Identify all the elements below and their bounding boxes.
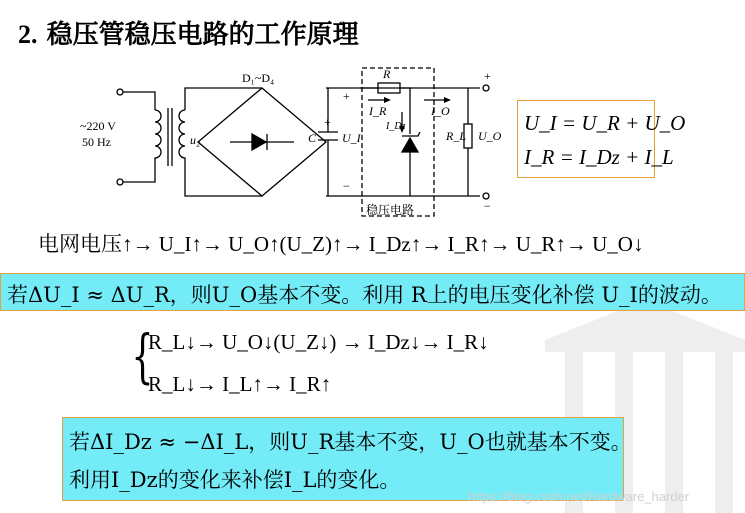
transformer-primary [155, 110, 161, 164]
svg-text:−: − [343, 179, 350, 193]
regulator-box [362, 68, 434, 216]
conclusion-text-2a: 若ΔI_Dz ≈ −ΔI_L，则U_R基本不变，U_O也就基本不变。 [69, 430, 632, 454]
watermark: https://blog.csdn.net/Hardware_harder [468, 489, 690, 504]
svg-text:~220 V: ~220 V [80, 119, 116, 133]
svg-text:U_O: U_O [478, 129, 502, 143]
input-terminal-bottom [117, 179, 123, 185]
svg-text:C: C [308, 131, 317, 145]
svg-text:+: + [343, 89, 350, 103]
conclusion-text-1: 若ΔU_I ≈ ΔU_R，则U_O基本不变。利用 R上的电压变化补偿 U_I的波动。 [7, 283, 722, 307]
svg-text:−: − [484, 199, 491, 213]
conclusion-band-1 [0, 273, 745, 311]
svg-text:50 Hz: 50 Hz [82, 135, 111, 149]
svg-text:I_O: I_O [431, 104, 450, 118]
svg-text:D₁~D₄: D₁~D₄ [242, 71, 275, 85]
formula-voltage: U_I = U_R + U_O [524, 111, 686, 135]
svg-text:I_Dz: I_Dz [386, 121, 406, 132]
svg-text:稳压电路: 稳压电路 [366, 203, 415, 217]
svg-text:R_L: R_L [446, 129, 467, 143]
svg-text:U_I: U_I [342, 131, 361, 145]
brace: { [131, 322, 154, 390]
svg-text:R: R [383, 67, 391, 81]
load-chain-2: R_L↓→ I_L↑→ I_R↑ [148, 372, 332, 396]
svg-text:u₂: u₂ [190, 133, 201, 147]
transformer-secondary [179, 110, 185, 164]
load-chain-1: R_L↓→ U_O↓(U_Z↓) → I_Dz↓→ I_R↓ [148, 330, 489, 354]
svg-text:I_R: I_R [369, 104, 387, 118]
page-title: 2. 稳压管稳压电路的工作原理 [18, 20, 359, 50]
svg-text:+: + [484, 69, 491, 83]
formula-box [517, 100, 686, 178]
regulator-circuit-diagram [80, 60, 520, 220]
formula-current: I_R = I_Dz + I_L [524, 145, 674, 169]
conclusion-text-2b: 利用I_Dz的变化来补偿I_L的变化。 [69, 468, 401, 492]
input-terminal-top [117, 89, 123, 95]
grid-voltage-chain: 电网电压↑→ U_I↑→ U_O↑(U_Z)↑→ I_Dz↑→ I_R↑→ U_R↑→ U_O↓ [38, 232, 644, 256]
svg-text:+: + [324, 115, 331, 129]
